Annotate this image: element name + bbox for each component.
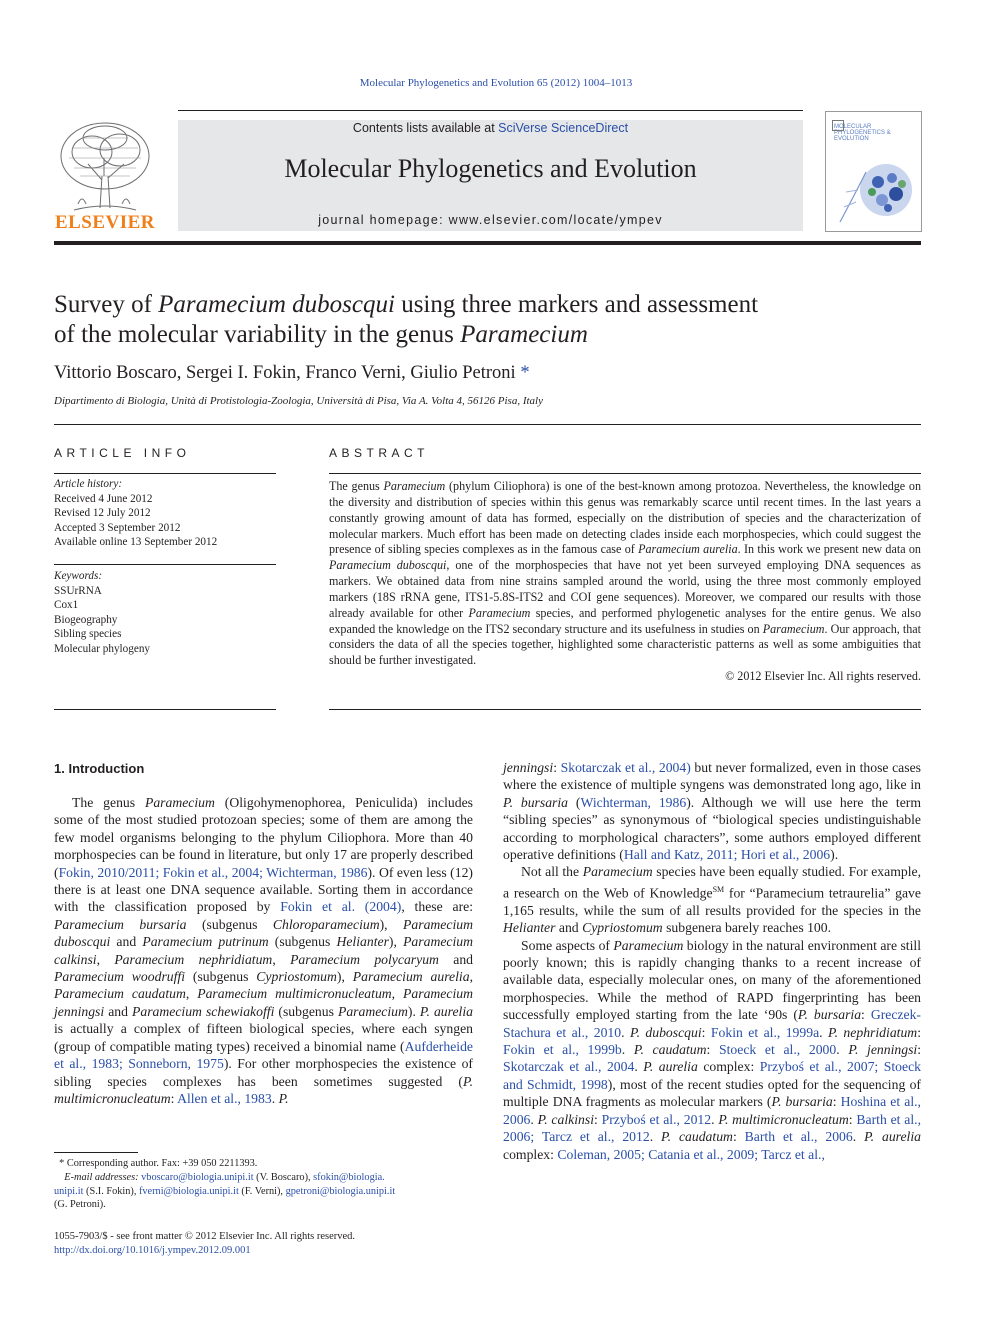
abstract-bottom-rule (329, 709, 921, 710)
history-online: Available online 13 September 2012 (54, 536, 218, 548)
keyword: Biogeography (54, 613, 118, 626)
citation-link[interactable]: Fokin et al. (2004) (280, 899, 402, 915)
article-history (54, 477, 276, 550)
article-title: Survey of Paramecium duboscqui using three markers and assessment of the molecular variability in the genus Paramecium (54, 291, 759, 348)
keywords-label: Keywords: (54, 570, 103, 582)
footnote: * Corresponding author. Fax: +39 050 2211393. E-mail addresses: vboscaro@biologia.unipi.it (V. Boscaro), sfokin@biologia. unipi.it (S.I. Fokin), fverni@biologia.unipi.it (F. Verni), gpetroni@biologia.unipi.it (G. Petroni). (54, 1158, 396, 1211)
citation-link[interactable]: Fokin, 2010/2011; Fokin et al., 2004; Wichterman, 1986 (58, 864, 368, 880)
history-revised: Revised 12 July 2012 (54, 507, 151, 519)
article-info-rule (54, 473, 276, 474)
header-rule (178, 110, 803, 111)
citation-link[interactable]: Skotarczak et al., 2004 (503, 1059, 635, 1075)
citation-link[interactable]: Barth et al., 2006; Tarcz et al., 2012 (503, 1111, 921, 1145)
citation-link[interactable]: Fokin et al., 1999a (710, 1024, 820, 1040)
email-link[interactable]: fverni@biologia.unipi.it (138, 1185, 239, 1197)
citation-link[interactable]: Hall and Katz, 2011; Hori et al., 2006 (623, 847, 831, 863)
introduction-heading: 1. Introduction (54, 761, 145, 776)
abstract-heading: ABSTRACT (329, 446, 430, 460)
issn-line: 1055-7903/$ - see front matter © 2012 Elsevier Inc. All rights reserved. (54, 1231, 356, 1242)
journal-reference-link[interactable]: Molecular Phylogenetics and Evolution 65 (2012) 1004–1013 (359, 77, 633, 89)
abstract-rule (329, 473, 921, 474)
doi-link[interactable]: http://dx.doi.org/10.1016/j.ympev.2012.09.001 (54, 1245, 251, 1256)
citation-link[interactable]: Aufderheide et al., 1983; Sonneborn, 1975 (54, 1038, 473, 1072)
intro-left-column: The genus Paramecium (Oligohymenophorea, Peniculida) includes some of the most studied protozoan species; some of them are among the few model organisms belonging to the phylum Ciliophora. More than 40 morphospecies can be found in literature, but only 17 are properly described (Fokin, 2010/2011; Fokin et al., 2004; Wichterman, 1986). Of even less (12) there is at least one DNA sequence available. Sorting them in accordance with the classification proposed by Fokin et al. (2004), these are: Paramecium bursaria (subgenus Chloroparamecium), Paramecium duboscqui and Paramecium putrinum (subgenus Helianter), Paramecium calkinsi, Paramecium nephridiatum, Paramecium polycaryum and Paramecium woodruffi (subgenus Cypriostomum), Paramecium aurelia, Paramecium caudatum, Paramecium multimicronucleatum, Paramecium jenningsi and Paramecium schewiakoffi (subgenus Paramecium). P. aurelia is actually a complex of fifteen biological species, where each syngen (group of compatible mating types) received a binomial name (Aufderheide et al., 1983; Sonneborn, 1975). For other morphospecies the existence of sibling species complexes has been sometimes suggested (P. multimicronucleatum: Allen et al., 1983. P. (54, 795, 474, 1106)
citation-link[interactable]: Coleman, 2005; Catania et al., 2009; Tarcz et al., (557, 1146, 825, 1162)
corresponding-note: Corresponding author. Fax: +39 050 2211393. (66, 1158, 258, 1169)
cover-mini-logo (832, 120, 844, 131)
keywords (54, 569, 276, 656)
citation-link[interactable]: Hoshina et al., 2006 (503, 1094, 921, 1127)
citation-link[interactable]: Wichterman, 1986 (580, 794, 687, 810)
citation-link[interactable]: Stoeck et al., 2000 (719, 1042, 837, 1058)
citation-link[interactable]: Allen et al., 1983 (177, 1090, 272, 1106)
contents-prefix: Contents lists available at (352, 121, 499, 135)
keyword: Molecular phylogeny (54, 642, 151, 655)
citation-link[interactable]: Greczek-Stachura et al., 2010 (503, 1007, 921, 1040)
contents-line (178, 121, 803, 135)
footnote-rule (54, 1152, 138, 1153)
title-rule (54, 424, 921, 425)
author-list (54, 363, 530, 384)
header-thick-rule (54, 241, 921, 245)
history-accepted: Accepted 3 September 2012 (54, 521, 181, 534)
affiliation: Dipartimento di Biologia, Unità di Protistologia-Zoologia, Università di Pisa, Via A. Volta 4, 56126 Pisa, Italy (54, 395, 543, 407)
article-info-heading: ARTICLE INFO (54, 446, 191, 460)
keywords-rule (54, 564, 276, 565)
citation-link[interactable]: Skotarczak et al., 2004) (560, 760, 691, 775)
sciencedirect-link[interactable]: SciVerse ScienceDirect (498, 121, 629, 135)
journal-title: Molecular Phylogenetics and Evolution (284, 154, 697, 183)
cover-artwork (836, 152, 916, 227)
cover-title: MOLECULAR PHYLOGENETICS & EVOLUTION (834, 124, 891, 142)
keyword: SSUrRNA (54, 584, 102, 597)
corresponding-author-link[interactable]: * (520, 363, 530, 383)
abstract-text: The genus Paramecium (phylum Ciliophora) is one of the best-known among protozoa. Nevertheless, the knowledge on the diversity and distribution of species within this genus was remarkably scarce until recent times. In the last years a constantly growing amount of data has formed, especially on the distribution of species and the characterization of molecular markers. Much effort has been made on detecting clades inside each morphospecies, which could suggest the presence of sibling species complexes as in the famous case of Paramecium aurelia. In this work we present new data on Paramecium duboscqui, one of the morphospecies that have not yet been surveyed employing DNA sequences as markers. We obtained data from nine strains sampled around the world, using the three most commonly employed markers (18S rRNA gene, ITS1-5.8S-ITS2 and COI gene sequences). Moreover, we compared our results with those already available for other Paramecium species, and performed phylogenetic analyses for the entire genus. We also expanded the knowledge on the ITS2 secondary structure and its usefulness in studies on Paramecium. Our approach, that considers the data of all the species together, highlighted some characteristic patterns as well as some ambiguities that should be further investigated. © 2012 Elsevier Inc. All rights reserved. (329, 479, 922, 684)
email-link[interactable]: sfokin@biologia. (313, 1171, 385, 1183)
email-link[interactable]: vboscaro@biologia.unipi.it (141, 1171, 254, 1183)
article-info-bottom-rule (54, 709, 276, 710)
keyword: Sibling species (54, 628, 122, 640)
intro-right-column: jenningsi: Skotarczak et al., 2004) but never formalized, even in those cases where the existence of multiple syngens was demonstrated long ago, like in P. bursaria (Wichterman, 1986). Although we will use here the term “sibling species” as synonymous of “biological species undistinguishable according to morphological characters”, some authors employed different operative definitions (Hall and Katz, 2011; Hori et al., 2006). Not all the Paramecium species have been equally studied. For example, a research on the Web of Knowledge℠ for “Paramecium tetraurelia” gave 1,165 results, while the sum of all results provided for the species in the Helianter and Cypriostomum subgenera barely reaches 100. Some aspects of Paramecium biology in the natural environment are still poorly known; this is rapidly changing thanks to a recent increase of available data, especially molecular ones, on many of the aforementioned morphospecies. While the method of RAPD fingerprinting has been successfully employed starting from the late ‘90s (P. bursaria: Greczek-Stachura et al., 2010. P. duboscqui: Fokin et al., 1999a. P. nephridiatum: Fokin et al., 1999b. P. caudatum: Stoeck et al., 2000. P. jenningsi: Skotarczak et al., 2004. P. aurelia complex: Przyboś et al., 2007; Stoeck and Schmidt, 1998), most of the recent studies opted for the sequencing of multiple DNA fragments as molecular markers (P. bursaria: Hoshina et al., 2006. P. calkinsi: Przyboś et al., 2012. P. multimicronucleatum: Barth et al., 2006; Tarcz et al., 2012. P. caudatum: Barth et al., 2006. P. aurelia complex: Coleman, 2005; Catania et al., 2009; Tarcz et al., (503, 760, 922, 1162)
history-label: Article history: (54, 478, 123, 490)
elsevier-wordmark: ELSEVIER (54, 212, 156, 233)
journal-cover-thumbnail[interactable] (825, 111, 922, 232)
abstract-copyright: © 2012 Elsevier Inc. All rights reserved. (725, 669, 921, 684)
email-link-cont[interactable]: unipi.it (54, 1185, 84, 1197)
citation-link[interactable]: Przyboś et al., 2007; Stoeck and Schmidt, 1998 (503, 1059, 921, 1092)
authors-names: Vittorio Boscaro, Sergei I. Fokin, Franco Verni, Giulio Petroni (54, 363, 516, 383)
citation-link[interactable]: Przyboś et al., 2012 (601, 1111, 712, 1127)
keyword: Cox1 (54, 599, 79, 611)
journal-homepage[interactable]: journal homepage: www.elsevier.com/locate/ympev (318, 213, 663, 227)
history-received: Received 4 June 2012 (54, 492, 153, 505)
email-link[interactable]: gpetroni@biologia.unipi.it (285, 1185, 396, 1197)
citation-link[interactable]: Barth et al., 2006 (744, 1129, 853, 1145)
front-matter (54, 1230, 355, 1258)
citation-link[interactable]: Fokin et al., 1999b (503, 1042, 622, 1058)
